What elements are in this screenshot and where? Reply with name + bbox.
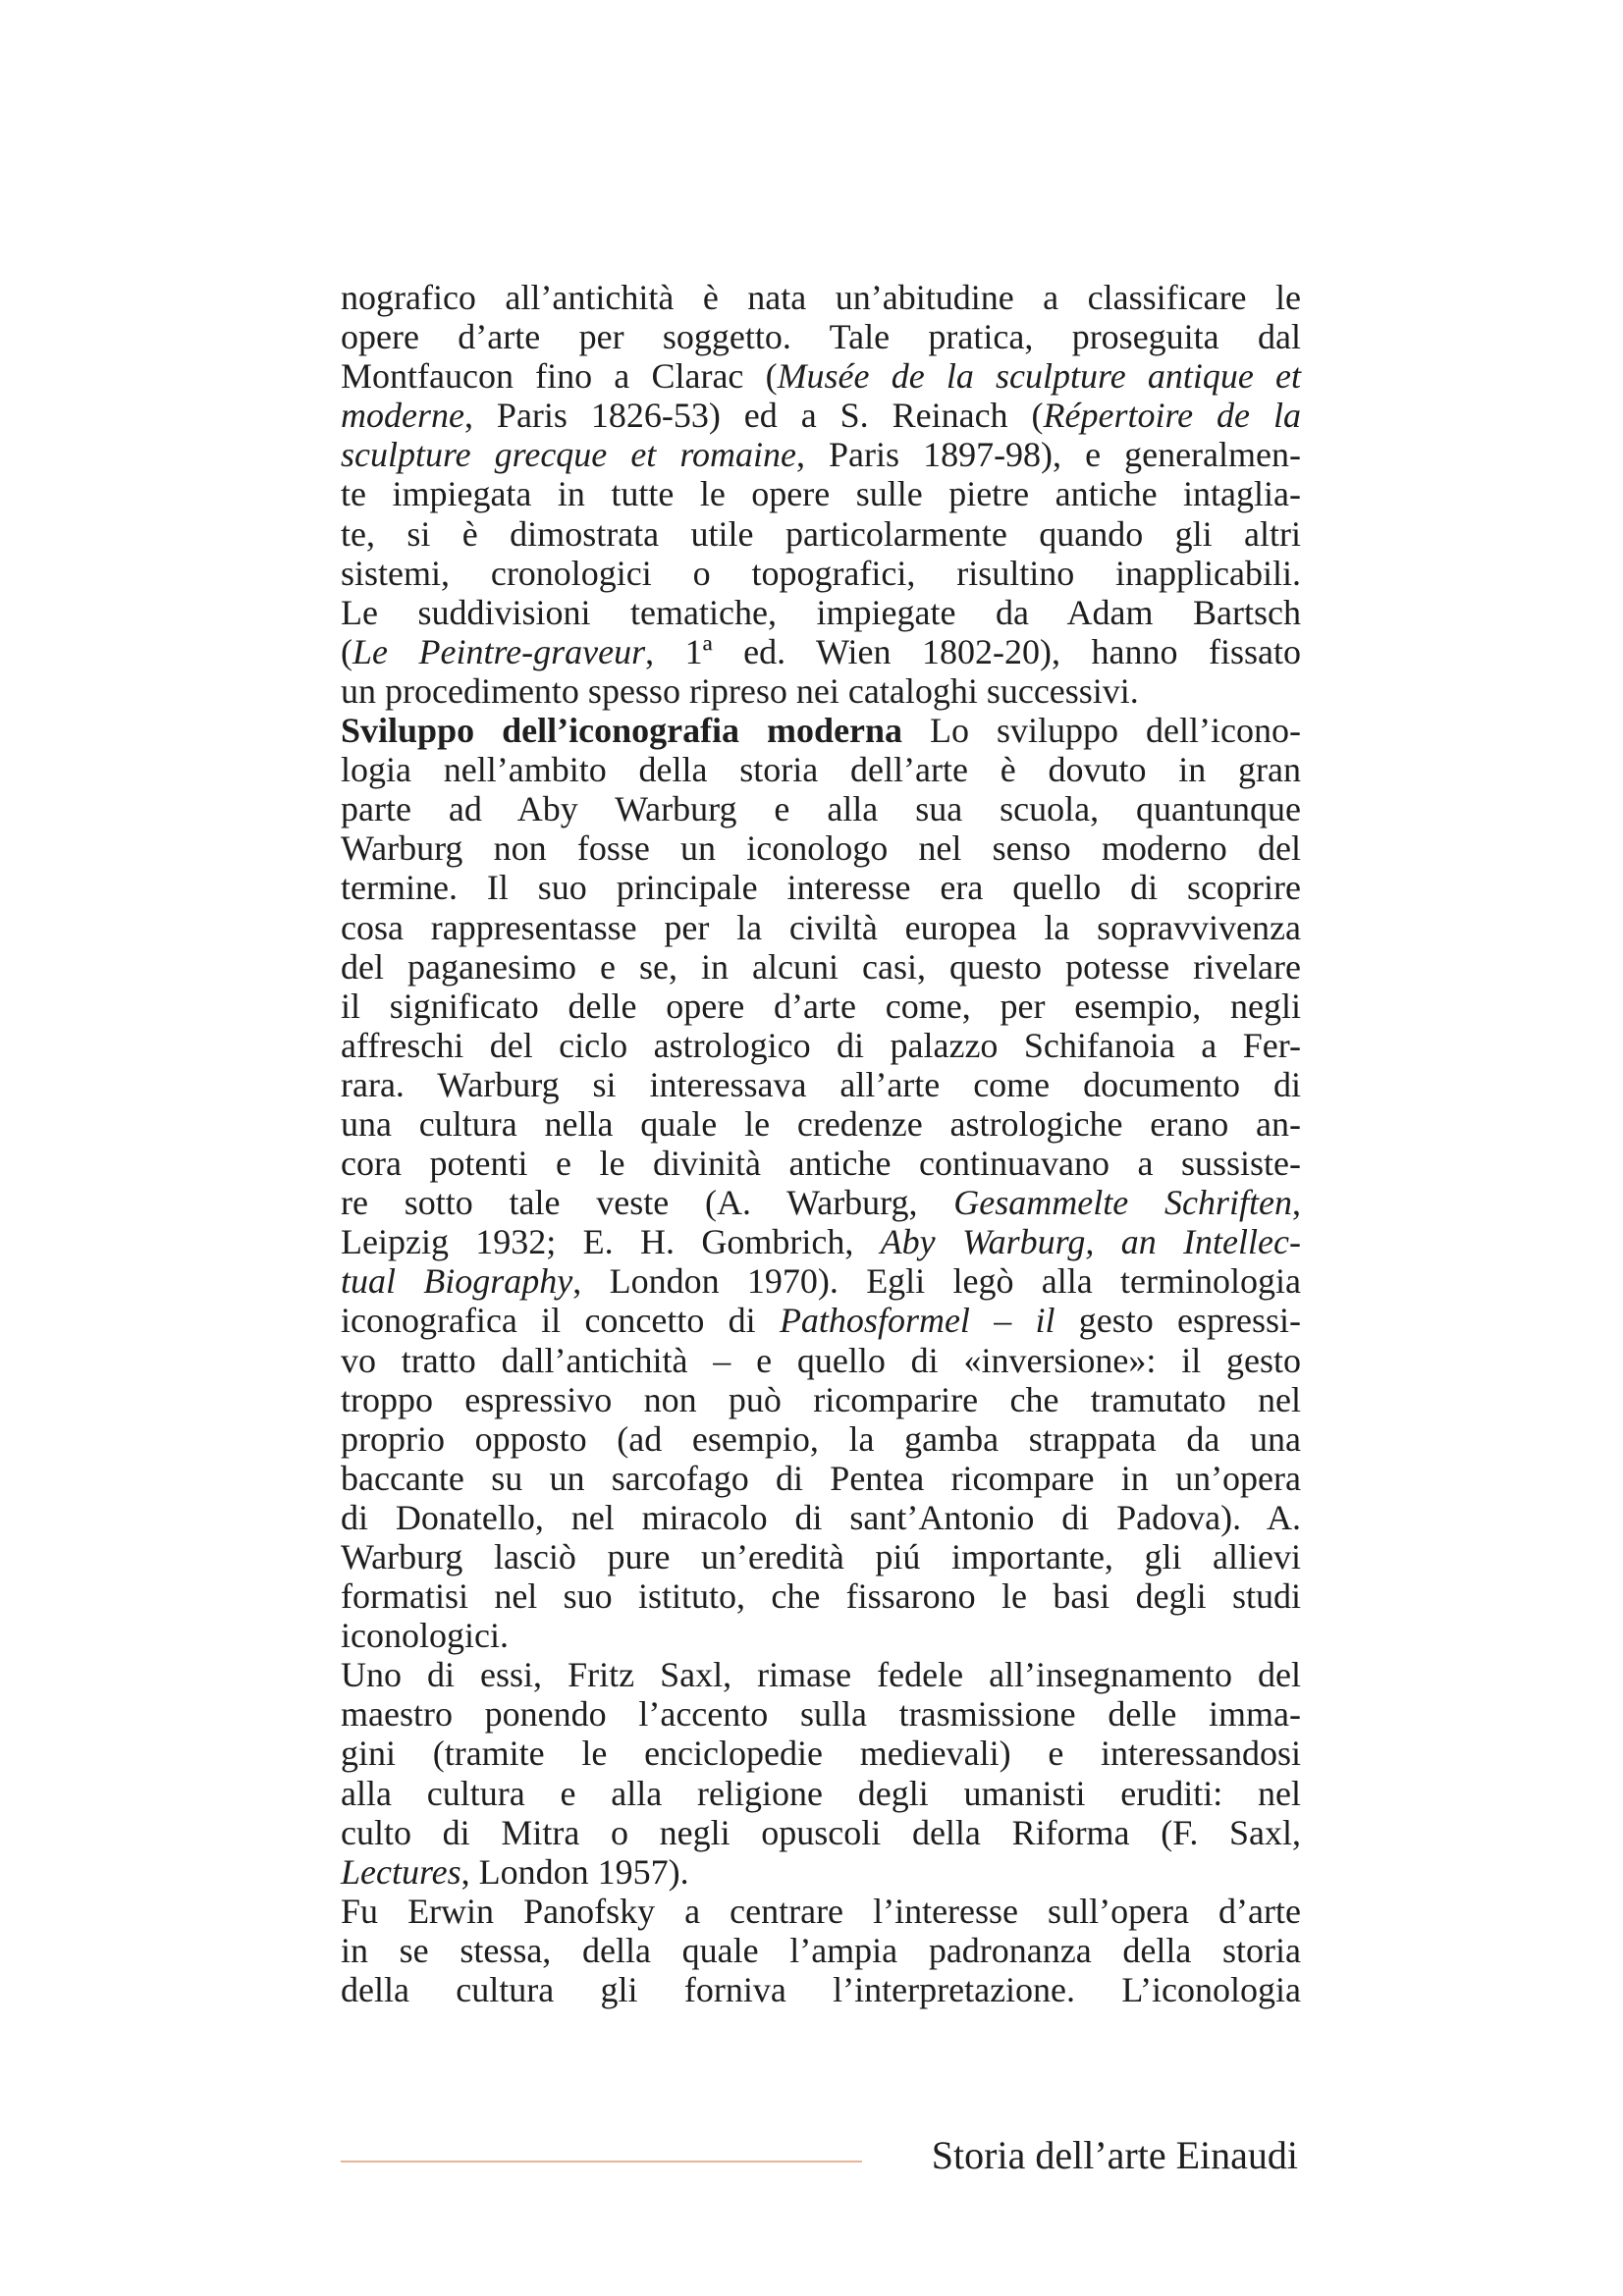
text-run: , Paris 1826-53) ed a S. Reinach (	[463, 396, 1044, 436]
text-run: formatisi nel suo istituto, che fissarono le basi degli studi	[341, 1576, 1301, 1617]
text-line	[341, 554, 1301, 593]
italic-title: Musée de la sculpture antique et	[777, 356, 1301, 397]
paragraph	[341, 278, 1301, 711]
italic-title: tual Biography	[341, 1261, 573, 1302]
text-run: affreschi del ciclo astrologico di palazzo Schifanoia a Fer-	[341, 1025, 1301, 1065]
footer-rule	[341, 2161, 862, 2163]
text-line	[341, 1892, 1301, 1931]
text-run: della cultura gli forniva l’interpretazione. L’iconologia	[341, 1970, 1301, 2010]
text-line	[341, 1222, 1301, 1261]
text-line	[341, 593, 1301, 632]
text-line	[341, 828, 1301, 868]
text-run: iconografica il concetto di	[341, 1301, 780, 1341]
text-run: Warburg non fosse un iconologo nel senso moderno del	[341, 828, 1301, 869]
text-run: baccante su un sarcofago di Pentea ricompare in un’opera	[341, 1458, 1301, 1498]
italic-title: moderne	[341, 396, 464, 436]
footer-title: Storia dell’arte Einaudi	[931, 2133, 1298, 2177]
text-line	[341, 1026, 1301, 1065]
text-run: Leipzig 1932; E. H. Gombrich,	[341, 1222, 881, 1262]
italic-title: Gesammelte Schriften	[953, 1183, 1292, 1223]
text-line	[341, 1261, 1301, 1301]
text-run: Fu Erwin Panofsky a centrare l’interesse sull’opera d’arte	[341, 1891, 1301, 1931]
text-run: proprio opposto (ad esempio, la gamba strappata da una	[341, 1418, 1301, 1459]
text-line	[341, 1616, 1301, 1655]
text-run: ,	[1292, 1183, 1301, 1223]
italic-title: Pathosformel – il	[779, 1301, 1055, 1341]
text-run: , London 1970). Egli legò alla terminologia	[572, 1261, 1302, 1302]
text-run: di Donatello, nel miracolo di sant’Antonio di Padova). A.	[341, 1497, 1301, 1537]
text-line	[341, 435, 1301, 474]
text-line	[341, 632, 1301, 671]
text-line	[341, 1419, 1301, 1459]
text-run: iconologici.	[341, 1616, 509, 1656]
text-run: nografico all’antichità è nata un’abitudine a classificare le	[341, 278, 1301, 317]
paragraph	[341, 1892, 1301, 2009]
text-run: il significato delle opere d’arte come, per esempio, negli	[341, 986, 1301, 1026]
text-run: troppo espressivo non può ricomparire che tramutato nel	[341, 1379, 1301, 1419]
text-run: una cultura nella quale le credenze astrologiche erano an-	[341, 1103, 1301, 1144]
text-line	[341, 1576, 1301, 1616]
text-run: maestro ponendo l’accento sulla trasmissione delle imma-	[341, 1694, 1301, 1735]
text-run: re sotto tale veste (A. Warburg,	[341, 1183, 954, 1223]
text-line	[341, 671, 1301, 711]
text-line	[341, 868, 1301, 907]
text-line	[341, 1301, 1301, 1340]
text-line	[341, 1970, 1301, 2009]
text-line	[341, 1380, 1301, 1419]
text-line	[341, 1341, 1301, 1380]
text-line	[341, 908, 1301, 947]
paragraph	[341, 1655, 1301, 1892]
text-line	[341, 1694, 1301, 1734]
text-line	[341, 1931, 1301, 1970]
text-line	[341, 987, 1301, 1026]
text-line	[341, 1655, 1301, 1694]
text-run: culto di Mitra o negli opuscoli della Riforma (F. Saxl,	[341, 1812, 1301, 1852]
text-run: , 1ª ed. Wien 1802-20), hanno fissato	[645, 631, 1301, 671]
text-run: Lo sviluppo dell’icono-	[902, 711, 1301, 751]
paragraph	[341, 711, 1301, 1655]
text-run: , Paris 1897-98), e generalmen-	[796, 435, 1301, 475]
text-run: gesto espressi-	[1055, 1301, 1301, 1341]
text-line	[341, 1852, 1301, 1892]
text-line	[341, 356, 1301, 396]
run-in-heading: Sviluppo dell’iconografia moderna	[341, 711, 903, 751]
italic-title: Répertoire de la	[1043, 396, 1301, 436]
text-run: termine. Il suo principale interesse era quello di scoprire	[341, 868, 1301, 908]
text-line	[341, 750, 1301, 789]
text-run: vo tratto dall’antichità – e quello di «inversione»: il gesto	[341, 1340, 1301, 1380]
italic-title: Le Peintre-graveur	[352, 631, 646, 671]
italic-title: Aby Warburg, an Intellec-	[880, 1222, 1301, 1262]
text-line	[341, 1774, 1301, 1813]
text-line	[341, 1183, 1301, 1222]
text-line	[341, 1459, 1301, 1498]
text-line	[341, 1065, 1301, 1104]
text-run: logia nell’ambito della storia dell’arte è dovuto in gran	[341, 750, 1301, 790]
text-line	[341, 1734, 1301, 1773]
text-run: del paganesimo e se, in alcuni casi, questo potesse rivelare	[341, 946, 1301, 987]
text-run: parte ad Aby Warburg e alla sua scuola, quantunque	[341, 789, 1301, 829]
text-line	[341, 317, 1301, 356]
text-run: opere d’arte per soggetto. Tale pratica, proseguita dal	[341, 317, 1301, 357]
text-line	[341, 474, 1301, 513]
text-run: Warburg lasciò pure un’eredità piú importante, gli allievi	[341, 1537, 1301, 1576]
text-line	[341, 1498, 1301, 1537]
text-run: te impiegata in tutte le opere sulle pietre antiche intaglia-	[341, 474, 1301, 514]
text-run: , London 1957).	[460, 1851, 689, 1892]
text-line	[341, 711, 1301, 750]
italic-title: Lectures	[341, 1851, 461, 1892]
text-line	[341, 1144, 1301, 1183]
text-run: (	[341, 631, 352, 671]
text-run: gini (tramite le enciclopedie medievali) e interessandosi	[341, 1734, 1301, 1774]
text-line	[341, 1813, 1301, 1852]
text-run: rara. Warburg si interessava all’arte come documento di	[341, 1064, 1301, 1104]
text-line	[341, 789, 1301, 828]
text-run: cora potenti e le divinità antiche continuavano a sussiste-	[341, 1144, 1301, 1184]
text-line	[341, 514, 1301, 554]
text-run: sistemi, cronologici o topografici, risultino inapplicabili.	[341, 553, 1301, 593]
text-run: Uno di essi, Fritz Saxl, rimase fedele all’insegnamento del	[341, 1655, 1301, 1695]
text-line	[341, 947, 1301, 987]
body-text	[341, 278, 1301, 2009]
text-run: cosa rappresentasse per la civiltà europea la sopravvivenza	[341, 907, 1301, 947]
text-run: Montfaucon fino a Clarac (	[341, 356, 778, 397]
text-line	[341, 1104, 1301, 1144]
text-line	[341, 1537, 1301, 1576]
text-run: in se stessa, della quale l’ampia padronanza della storia	[341, 1930, 1301, 1970]
text-run: un procedimento spesso ripreso nei cataloghi successivi.	[341, 670, 1139, 711]
text-run: alla cultura e alla religione degli umanisti eruditi: nel	[341, 1773, 1301, 1813]
italic-title: sculpture grecque et romaine	[341, 435, 796, 475]
text-run: te, si è dimostrata utile particolarmente quando gli altri	[341, 513, 1301, 554]
text-line	[341, 278, 1301, 317]
text-run: Le suddivisioni tematiche, impiegate da Adam Bartsch	[341, 592, 1301, 632]
text-line	[341, 396, 1301, 435]
